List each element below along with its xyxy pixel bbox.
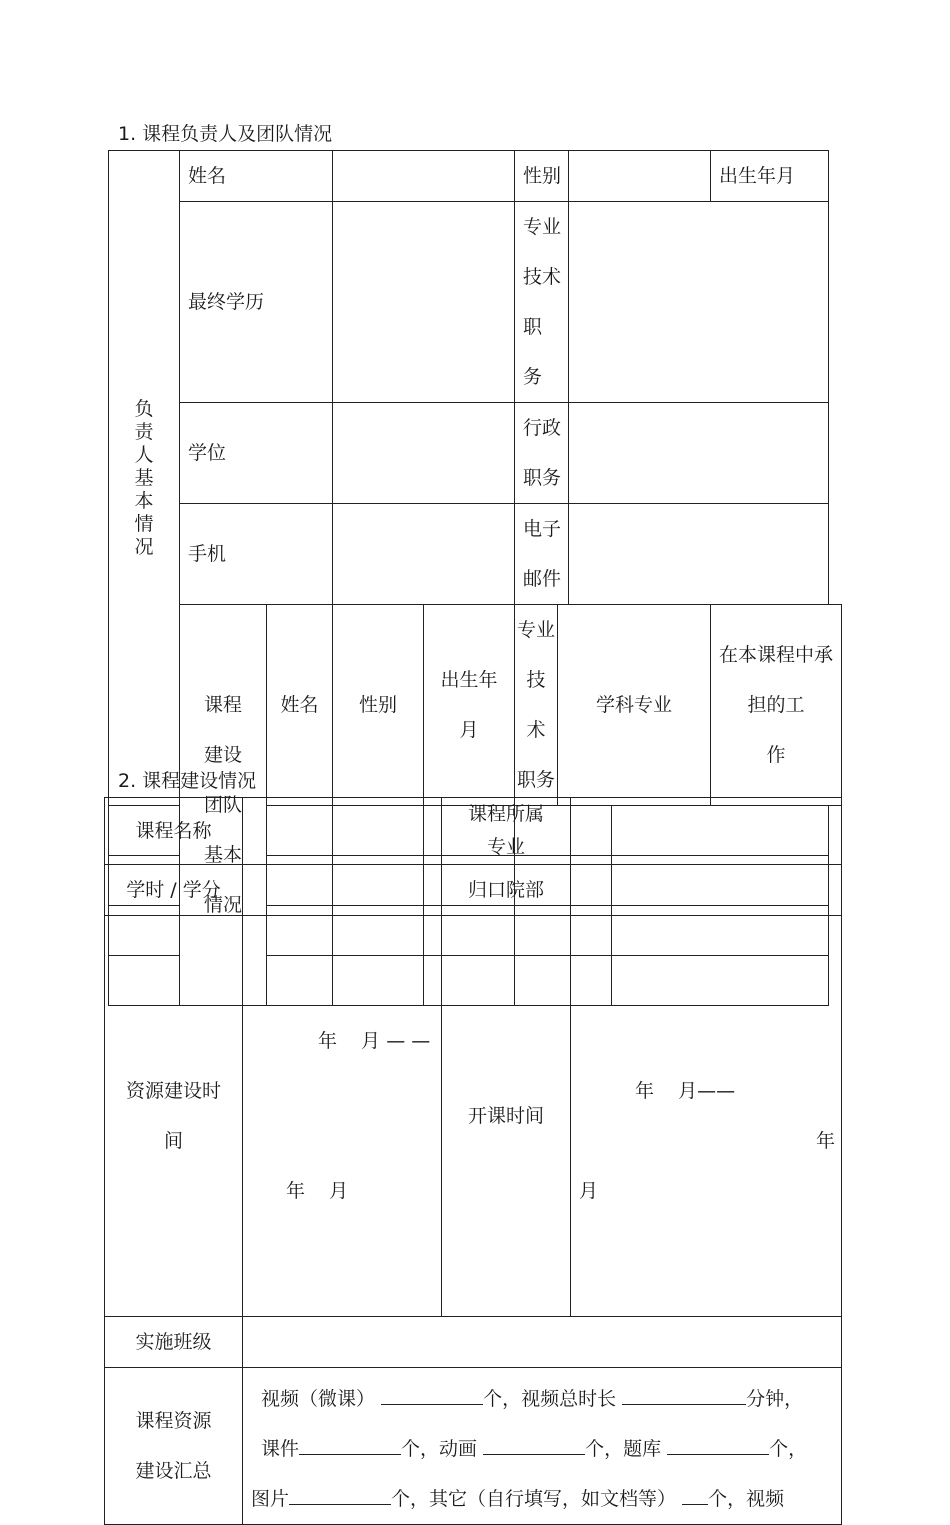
courseware-count-blank[interactable]: [299, 1434, 401, 1455]
leader-degree-label: 学位: [180, 403, 333, 504]
other-count-blank[interactable]: [682, 1484, 708, 1505]
resource-period-value[interactable]: 年 月 — — 年 月: [243, 916, 442, 1317]
leader-degree-value[interactable]: [333, 403, 515, 504]
leader-admin-title-value[interactable]: [569, 403, 829, 504]
question-bank-count-blank[interactable]: [667, 1434, 769, 1455]
course-name-label: 课程名称: [105, 798, 243, 865]
team-birth-header: 出生年 月: [424, 605, 515, 806]
hours-credits-label: 学时 / 学分: [105, 865, 243, 916]
department-value[interactable]: [571, 865, 842, 916]
resource-summary-value: 视频（微课） 个，视频总时长 分钟， 课件 个，动画 个，题库 个， 图片 个，其它（自行填写，如文档等） 个，视频: [243, 1368, 842, 1525]
section1-heading: 1. 课程负责人及团队情况: [118, 123, 333, 145]
course-construction-table: [104, 797, 842, 1525]
team-gender-header: 性别: [333, 605, 424, 806]
course-name-value[interactable]: [243, 798, 442, 865]
classes-value[interactable]: [243, 1317, 842, 1368]
course-major-value[interactable]: [571, 798, 842, 865]
section2-heading: 2. 课程建设情况: [118, 770, 257, 792]
leader-email-label: 电子邮件: [515, 504, 569, 605]
team-basic-info-label: 课程 建设 团队 基本 情况: [180, 605, 267, 1006]
leader-education-label: 最终学历: [180, 202, 333, 403]
leader-name-value[interactable]: [333, 151, 515, 202]
department-label: 归口院部: [442, 865, 571, 916]
leader-phone-value[interactable]: [333, 504, 515, 605]
hours-credits-value[interactable]: [243, 865, 442, 916]
animation-count-blank[interactable]: [483, 1434, 585, 1455]
leader-tech-title-label: 专业技术职 务: [515, 202, 569, 403]
leader-education-value[interactable]: [333, 202, 515, 403]
resource-period-label: 资源建设时 间: [105, 916, 243, 1317]
image-count-blank[interactable]: [289, 1484, 391, 1505]
start-time-value[interactable]: 年 月—— 年 月: [571, 916, 842, 1317]
team-discipline-header: 学科专业: [558, 605, 711, 806]
course-major-label: 课程所属 专业: [442, 798, 571, 865]
team-tech-title-header: 专业技 术 职务: [515, 605, 558, 806]
leader-birth-label: 出生年月: [711, 151, 829, 202]
resource-summary-label: 课程资源 建设汇总: [105, 1368, 243, 1525]
video-duration-blank[interactable]: [622, 1384, 746, 1405]
leader-name-label: 姓名: [180, 151, 333, 202]
leader-email-value[interactable]: [569, 504, 829, 605]
leader-admin-title-label: 行政职务: [515, 403, 569, 504]
team-name-header: 姓名: [267, 605, 333, 806]
start-time-label: 开课时间: [442, 916, 571, 1317]
leader-gender-value[interactable]: [569, 151, 711, 202]
classes-label: 实施班级: [105, 1317, 243, 1368]
leader-tech-title-value[interactable]: [569, 202, 829, 403]
leader-phone-label: 手机: [180, 504, 333, 605]
leader-basic-info-label: 负 责 人 基 本 情 况: [109, 151, 180, 806]
leader-gender-label: 性别: [515, 151, 569, 202]
video-count-blank[interactable]: [381, 1384, 483, 1405]
team-role-header: 在本课程中承担的工 作: [711, 605, 842, 806]
